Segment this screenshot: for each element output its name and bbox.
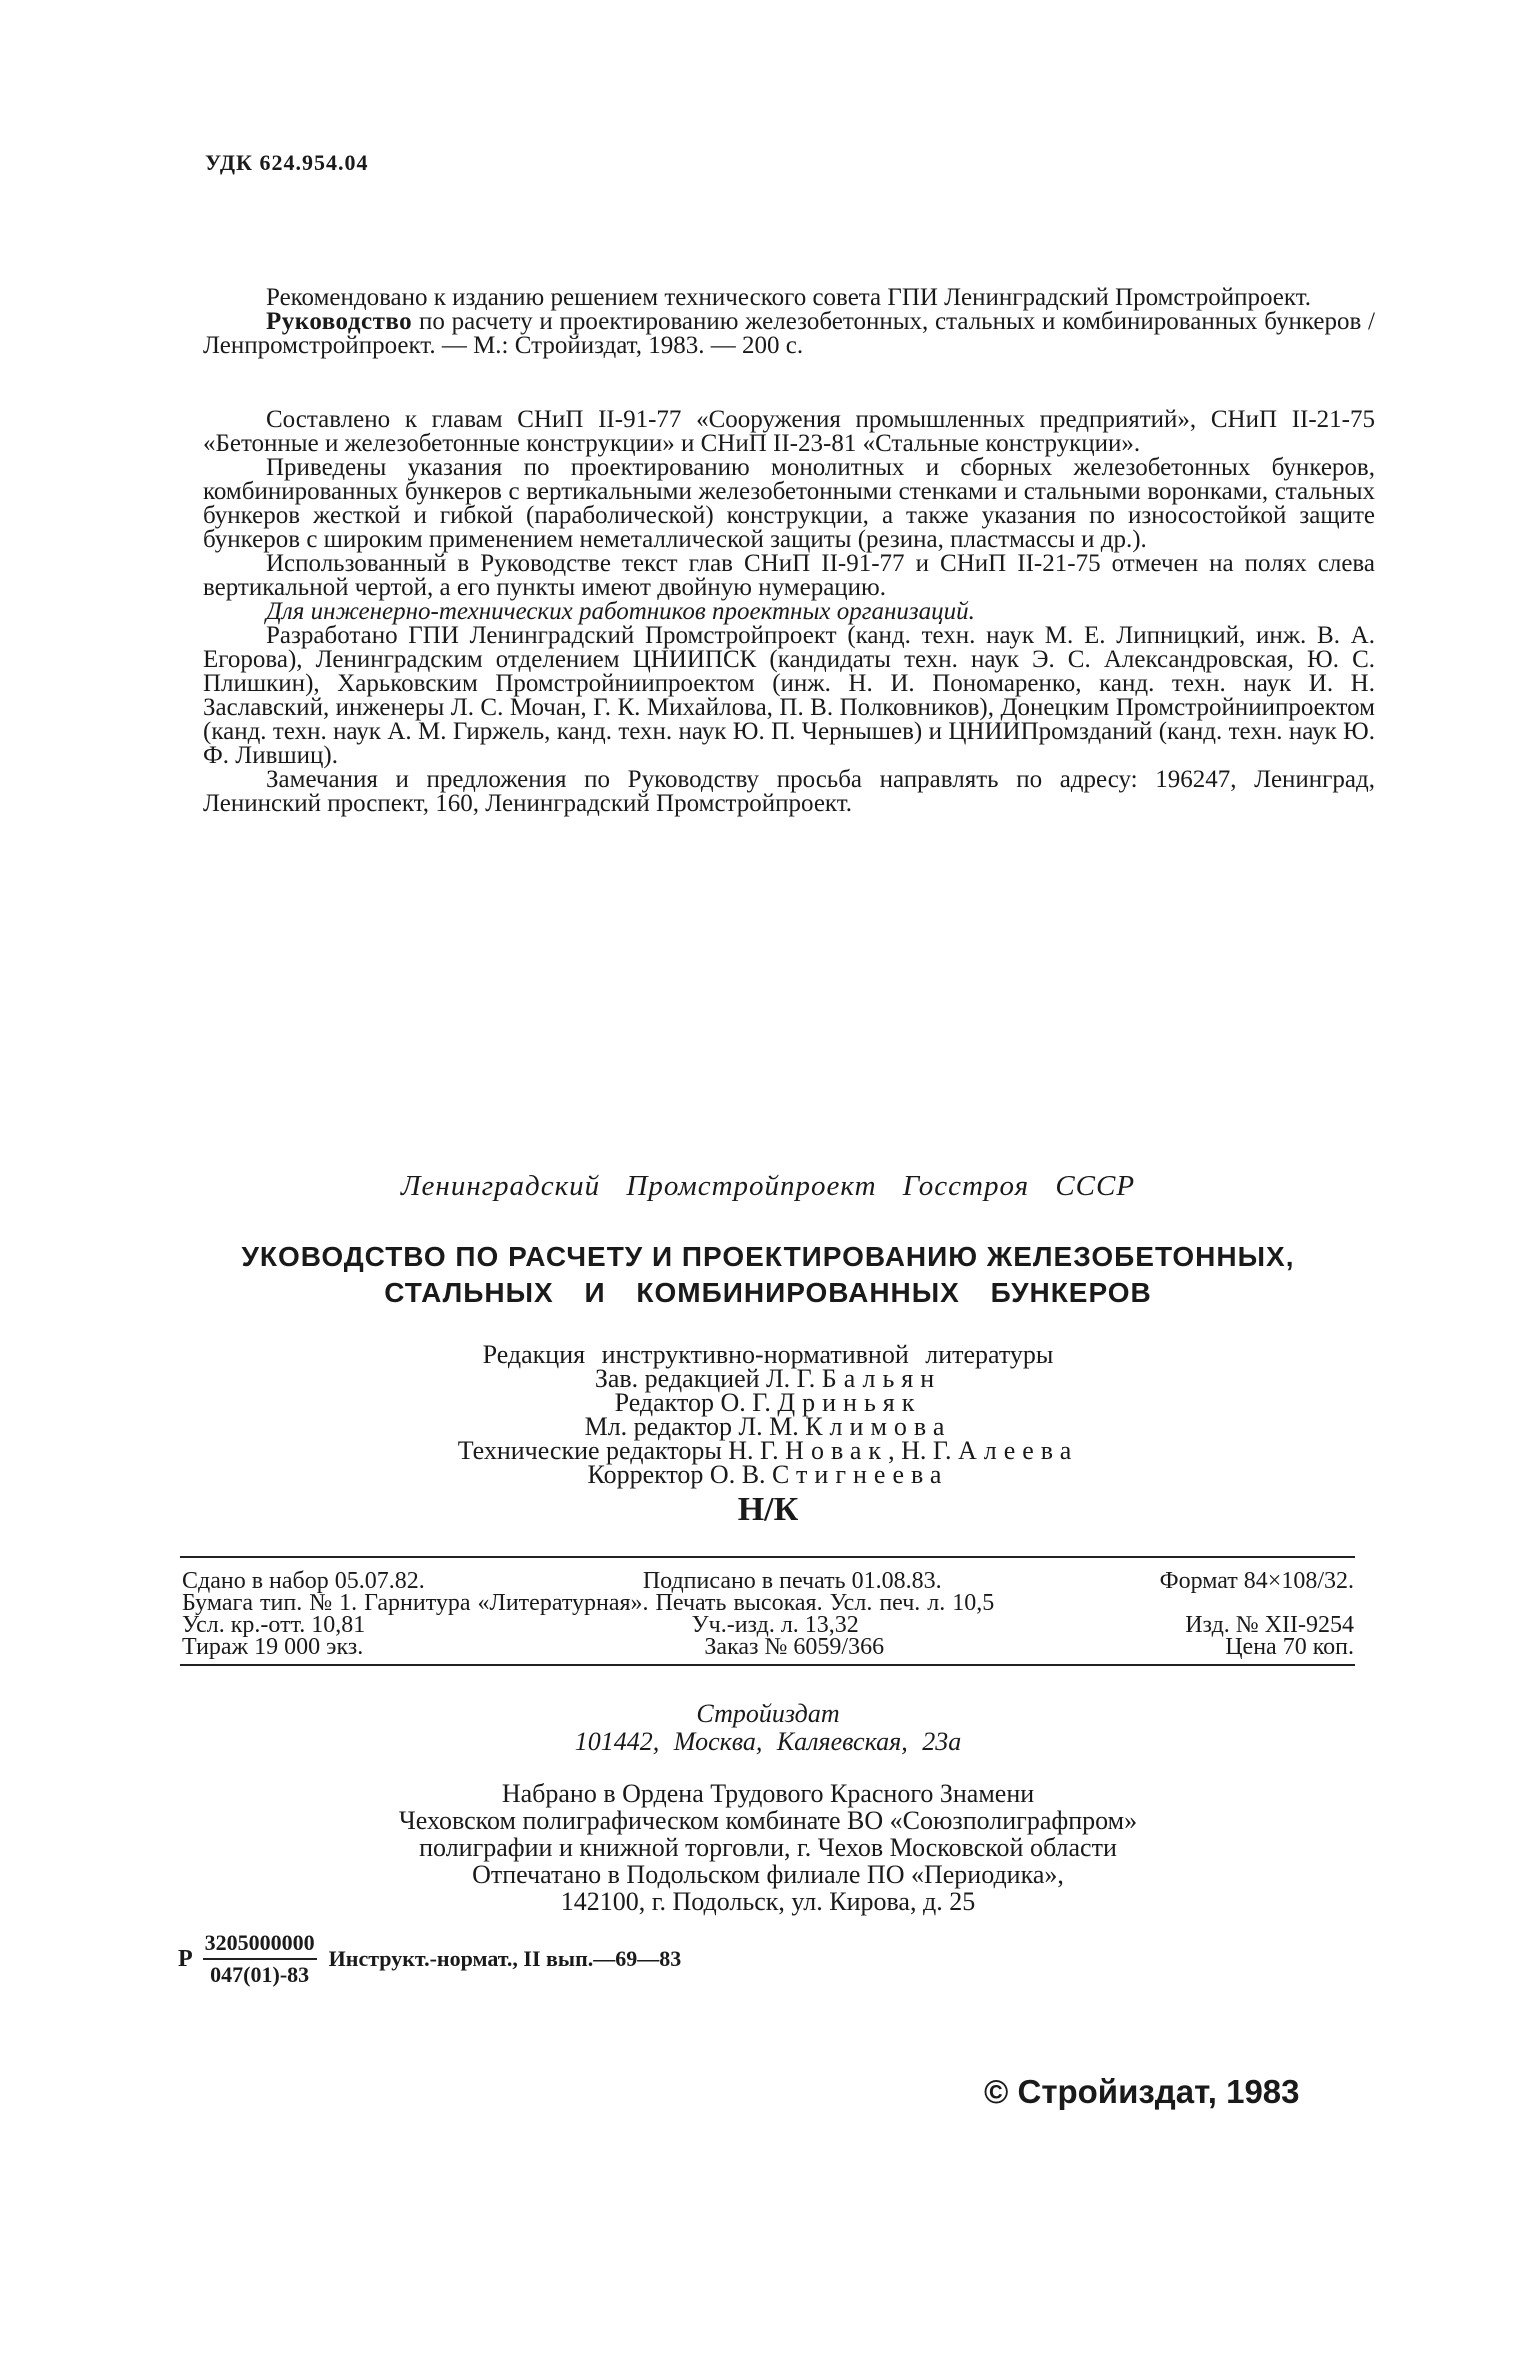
title-line-2: СТАЛЬНЫХ И КОМБИНИРОВАННЫХ БУНКЕРОВ	[384, 1277, 1152, 1308]
citation-title: Руководство	[266, 308, 413, 335]
publishing-sheets: Уч.-изд. л. 13,32	[691, 1612, 859, 1638]
index-text: Инструкт.-нормат., II вып.—69—83	[328, 1946, 682, 1971]
junior-editor-name: Климова	[805, 1412, 952, 1441]
order-number: Заказ № 6059/366	[704, 1634, 885, 1660]
details-row-3	[182, 1614, 1354, 1636]
printer-line-2: Чеховском полиграфическом комбинате ВО «Союзполиграфпром»	[398, 1806, 1138, 1835]
editor-name: Дриньяк	[777, 1388, 922, 1417]
audience-text: Для инженерно-технических работников проектных организаций.	[266, 598, 975, 625]
corrector-name: Стигнеева	[772, 1460, 949, 1489]
abstract-paragraph-1: Составлено к главам СНиП II-91-77 «Сооружения промышленных предприятий», СНиП II-21-75 «Бетонные и железобетонные конструкции» и СНиП II-23-81 «Стальные конструкции».	[203, 406, 1375, 457]
head-editor-label: Зав. редакцией Л. Г.	[594, 1364, 816, 1393]
printer-line-1: Набрано в Ордена Трудового Красного Знамени	[501, 1779, 1035, 1808]
tech-editor-name-2: Алеева	[957, 1436, 1079, 1465]
imprint-block	[0, 1170, 1536, 1529]
bibliographic-citation	[203, 310, 1375, 358]
typeset-date: Сдано в набор 05.07.82.	[182, 1568, 425, 1594]
printer-line-4: Отпечатано в Подольском филиале ПО «Периодика»,	[472, 1860, 1064, 1889]
catalog-index	[178, 1930, 681, 1988]
head-editor-name: Бальян	[821, 1364, 942, 1393]
editor-label: Редактор О. Г.	[614, 1388, 771, 1417]
index-numerator: 3205000000	[203, 1930, 317, 1960]
publisher-block	[0, 1700, 1536, 1756]
abstract-paragraph-3: Использованный в Руководстве текст глав СНиП II-91-77 и СНиП II-21-75 отмечен на полях слева вертикальной чертой, а его пункты имеют двойную нумерацию.	[203, 550, 1375, 601]
publication-details	[182, 1570, 1354, 1658]
paper-font-print: Бумага тип. № 1. Гарнитура «Литературная». Печать высокая. Усл. печ. л. 10,5	[182, 1590, 995, 1616]
printer-line-5: 142100, г. Подольск, ул. Кирова, д. 25	[560, 1887, 976, 1916]
abstract-block	[203, 286, 1375, 816]
organization-line: Ленинградский Промстройпроект Госстроя СССР	[400, 1170, 1136, 1202]
abstract-paragraph-2: Приведены указания по проектированию монолитных и сборных железобетонных бункеров, комбинированных бункеров с вертикальными железобетонными стенками и стальными воронками, стальных бункеров жесткой и гибкой (параболической) конструкции, а также указания по износостойкой защите бункеров с широким применением неметаллической защиты (резина, пластмассы и др.).	[203, 454, 1375, 553]
index-fraction	[203, 1930, 317, 1988]
title-line-1: УКОВОДСТВО ПО РАСЧЕТУ И ПРОЕКТИРОВАНИЮ ЖЕЛЕЗОБЕТОННЫХ,	[241, 1241, 1295, 1272]
details-row-1	[182, 1570, 1354, 1592]
index-denominator: 047(01)-83	[210, 1962, 310, 1987]
print-run: Тираж 19 000 экз.	[182, 1634, 364, 1660]
feedback-address: Замечания и предложения по Руководству просьба направлять по адресу: 196247, Ленинград, Ленинский проспект, 160, Ленинградский Промстройпроект.	[203, 766, 1375, 817]
authors-paragraph: Разработано ГПИ Ленинградский Промстройпроект (канд. техн. наук М. Е. Липницкий, инж. В. А. Егорова), Ленинградским отделением ЦНИИПСК (кандидаты техн. наук Э. С. Александровская, Ю. С. Плишкин), Харьковским Промстройниипроектом (инж. Н. И. Пономаренко, канд. техн. наук И. Н. Заславский, инженеры Л. С. Мочан, Г. К. Михайлова, П. В. Полковников), Донецким Промстройниипроектом (канд. техн. наук А. М. Гиржель, канд. техн. наук Ю. П. Чернышев) и ЦНИИПромзданий (канд. техн. наук Ю. Ф. Лившиц).	[203, 622, 1375, 769]
bottom-rule	[180, 1664, 1355, 1666]
junior-editor-label: Мл. редактор Л. М.	[584, 1412, 799, 1441]
format: Формат 84×108/32.	[1159, 1568, 1354, 1594]
printer-line-3: полиграфии и книжной торговли, г. Чехов Московской области	[419, 1833, 1117, 1862]
audience-note	[203, 600, 1375, 624]
details-row-2	[182, 1592, 1354, 1614]
corrector-label: Корректор О. В.	[587, 1460, 766, 1489]
book-title	[0, 1239, 1536, 1311]
recommendation-text: Рекомендовано к изданию решением технического совета ГПИ Ленинградский Промстройпроект.	[266, 284, 1312, 311]
nk-mark: Н/К	[737, 1491, 799, 1528]
udk-code: УДК 624.954.04	[205, 150, 369, 175]
edition-line: Редакция инструктивно-нормативной литературы	[482, 1340, 1054, 1369]
tech-editors-sep: , Н. Г.	[888, 1436, 952, 1465]
printer-block	[0, 1780, 1536, 1915]
staff-list	[0, 1340, 1536, 1529]
tech-editor-name-1: Новак	[785, 1436, 889, 1465]
details-row-4	[182, 1636, 1354, 1658]
index-letter: Р	[178, 1945, 193, 1972]
tech-editors-label: Технические редакторы Н. Г.	[457, 1436, 779, 1465]
color-impressions: Усл. кр.-отт. 10,81	[182, 1612, 366, 1638]
top-rule	[180, 1556, 1355, 1558]
price: Цена 70 коп.	[1225, 1634, 1354, 1660]
copyright-notice: © Стройиздат, 1983	[984, 2073, 1300, 2110]
signed-date: Подписано в печать 01.08.83.	[642, 1568, 942, 1594]
corrector-line	[0, 1460, 1536, 1489]
publisher-name: Стройиздат	[696, 1699, 840, 1728]
citation-details: по расчету и проектированию железобетонных, стальных и комбинированных бункеров / Ленпромстройпроект. — М.: Стройиздат, 1983. — 200 с.	[203, 308, 1375, 359]
publisher-address: 101442, Москва, Каляевская, 23а	[574, 1727, 962, 1756]
publication-number: Изд. № XII-9254	[1185, 1612, 1354, 1638]
